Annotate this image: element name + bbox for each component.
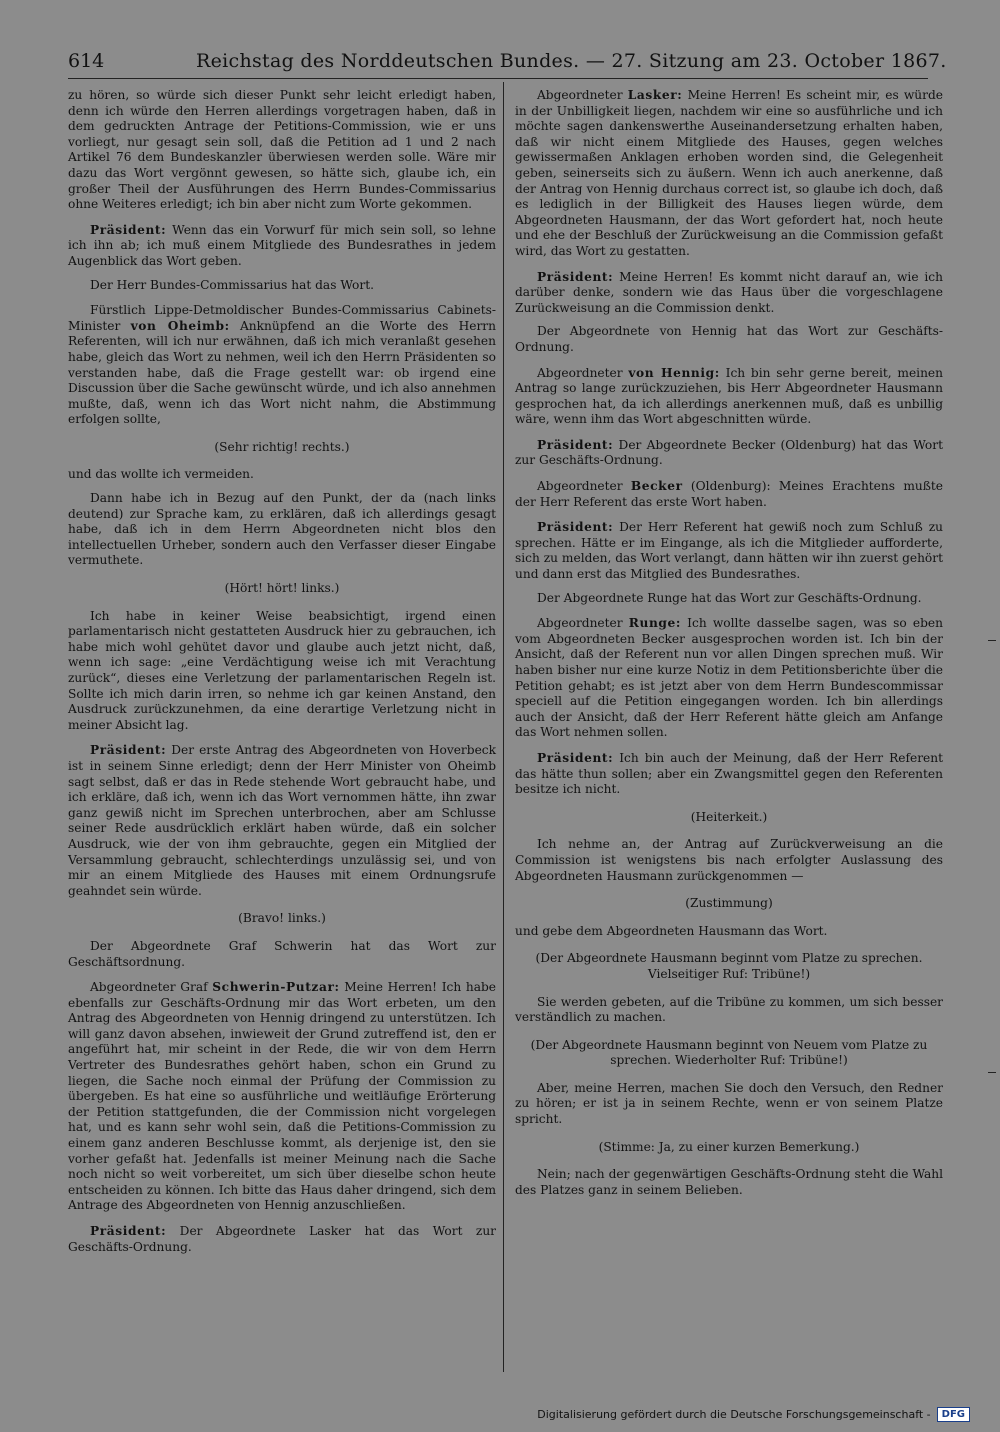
speaker-name: Präsident: [90,1224,167,1238]
paragraph: zu hören, so würde sich dieser Punkt sehr leicht erledigt haben, denn ich würde den Herren allerdings vorgetragen haben, daß in dem gedruckten Antrage der Petitions-Commission, wie er uns vorliegt, nur gesagt sein soll, daß die Petition ad 1 und 2 nach Artikel 76 dem Bundeskanzler überwiesen werden solle. Wäre mir dazu das Wort vergönnt gewesen, so hätte sich, glaube ich, ein großer Theil der Ausführungen des Herrn Bundes-Commissarius ohne Weiteres erledigt; ich bin aber nicht zum Worte gekommen. [68,88,496,212]
paragraph: Präsident: Ich bin auch der Meinung, daß der Herr Referent das hätte thun sollen; aber ein Zwangsmittel gegen den Referenten besitze ich nicht. [515,750,943,797]
paragraph: Abgeordneter Runge: Ich wollte dasselbe sagen, was so eben vom Abgeordneten Becker ausgesprochen worden ist. Ich bin der Ansicht, daß der Referent nun vor allen Dingen sprechen muß. Wir haben bisher nur eine kurze Notiz in dem Petitionsberichte über die Petition gehabt; es ist jetzt aber von dem Herrn Bundescommissar speciell auf die Petition eingegangen worden. Ich bin allerdings auch der Ansicht, daß der Herr Referent hätte gleich am Anfange das Wort nehmen sollen. [515,616,943,740]
page-header [68,44,947,79]
speaker-name: Präsident: [537,437,614,452]
footer-credit [537,1404,970,1424]
column-divider [503,82,504,1372]
paragraph: Der Abgeordnete Graf Schwerin hat das Wort zur Geschäftsordnung. [68,938,496,969]
paragraph: Aber, meine Herren, machen Sie doch den Versuch, den Redner zu hören; er ist ja in seinem Rechte, wenn er von seinem Platze spricht. [515,1080,943,1127]
reaction: (Sehr richtig! rechts.) [214,439,350,454]
paragraph: Fürstlich Lippe-Detmoldischer Bundes-Commissarius Cabinets-Minister von Oheimb: Anknüpfend an die Worte des Herrn Referenten, will ich nur erwähnen, daß ich mich veranlaßt gesehen habe, gleich das Wort zu nehmen, weil ich den Herrn Präsidenten so verstanden habe, daß die Frage gestellt war: ob irgend eine Discussion über die Sache gewünscht würde, und ich also annehmen mußte, daß, wenn ich das Wort nicht nahm, die Abstimmung erfolgen sollte, [68,303,496,427]
speaker-name: Schwerin-Putzar: [212,980,340,995]
speaker-name: Präsident: [90,222,167,237]
paragraph: Der Herr Bundes-Commissarius hat das Wort. [90,277,374,292]
paragraph: und das wollte ich vermeiden. [68,467,254,482]
reaction: (Heiterkeit.) [690,809,768,824]
paragraph: Ich habe in keiner Weise beabsichtigt, irgend einen parlamentarisch nicht gestatteten Ausdruck hier zu gebrauchen, ich habe mich wohl gehütet davor und glaube auch jetzt nicht, daß, wenn ich sage: „eine Verdächtigung weise ich mit Verachtung zurück“, dieses eine Verletzung der parlamentarischen Regeln ist. Sollte ich mich darin irren, so nehme ich gar keinen Anstand, den Ausdruck zurückzunehmen, da eine derartige Verletzung nicht in meiner Absicht lag. [68,608,496,732]
reaction: (Der Abgeordnete Hausmann beginnt von Neuem vom Platze zu sprechen. Wiederholter Ruf: Tribüne!) [530,1037,928,1068]
paragraph: Präsident: Der erste Antrag des Abgeordneten von Hoverbeck ist in seinem Sinne erledigt; denn der Herr Minister von Oheimb sagt selbst, daß er das in Rede stehende Wort gebraucht habe, und ich erkläre, daß ich, wenn ich das Wort vernommen hätte, ihn zwar ganz gewiß nicht im Sprechen unterbrochen, aber am Schlusse seiner Rede ausdrücklich erklärt haben würde, daß ein solcher Ausdruck, wie der von ihm gebrauchte, gegen ein Mitglied der Versammlung gebraucht, schlechterdings unzulässig sei, und von mir an einem Mitgliede des Hauses mit einem Ordnungsrufe geahndet sein würde. [68,743,496,898]
reaction: (Stimme: Ja, zu einer kurzen Bemerkung.) [598,1139,860,1154]
speaker-name: Runge: [628,616,681,631]
reaction: (Zustimmung) [685,896,773,911]
paragraph: Präsident: Der Abgeordnete Becker (Oldenburg) hat das Wort zur Geschäfts-Ordnung. [515,437,943,468]
paragraph: Abgeordneter Becker (Oldenburg): Meines Erachtens mußte der Herr Referent das erste Wort haben. [515,479,943,509]
paragraph: Abgeordneter Graf Schwerin-Putzar: Meine Herren! Ich habe ebenfalls zur Geschäfts-Ordnung mir das Wort erbeten, um den Antrag des Abgeordneten von Hennig dringend zu unterstützen. Ich will ganz davon absehen, inwieweit der Grund zutreffend ist, den er angeführt hat, mir scheint in der Rede, die wir von dem Herrn Vertreter des Bundesrathes gehört haben, schon ein Grund zu liegen, die Sache noch einmal der Prüfung der Commission zu übergeben. Es hat eine so ausführliche und weitläufige Erörterung der Petition stattgefunden, die der Commission nicht vorgelegen hat, und es kann sehr wohl sein, daß die Petitions-Commission zu einem ganz anderen Beschlusse kommt, als derjenige ist, den sie vorher gefaßt hat. Jedenfalls ist meiner Meinung nach die Sache noch nicht so weit vorbereitet, um sich über dieselbe schon heute entscheiden zu können. Ich bitte das Haus daher dringend, sich dem Antrage des Abgeordneten von Hennig anzuschließen. [68,980,497,1213]
edge-mark [988,1072,996,1073]
right-column [515,88,943,1206]
paragraph: Ich nehme an, der Antrag auf Zurückverweisung an die Commission ist wenigstens bis nach erfolgter Auslassung des Abgeordneten Hausmann zurückgenommen — [515,837,943,883]
paragraph: Abgeordneter Lasker: Meine Herren! Es scheint mir, es würde in der Unbilligkeit liegen, nachdem wir eine so ausführliche und ich möchte sagen dankenswerthe Auseinandersetzung erhalten haben, daß wir nicht einem Mitgliede des Hauses, gegen welches gewissermaßen Anklagen erhoben worden sind, die Gelegenheit geben, seinerseits sich zu äußern. Wenn ich auch anerkenne, daß der Antrag von Hennig durchaus correct ist, so glaube ich doch, daß es lediglich in der Billigkeit des Hauses liegen würde, dem Abgeordneten Hausmann, der das Wort gefordert hat, noch heute und ehe der Beschluß der Zurückweisung an die Commission gefaßt wird, das Wort zu gestatten. [515,88,943,258]
speaker-name: von Hennig: [628,365,720,380]
speaker-name: Präsident: [537,520,614,535]
speaker-name: von Oheimb: [130,318,230,333]
speaker-name: Lasker: [627,88,683,102]
speaker-name: Präsident: [90,743,167,758]
reaction: (Der Abgeordnete Hausmann beginnt vom Platze zu sprechen. Vielseitiger Ruf: Tribüne!) [535,951,923,981]
paragraph: Präsident: Der Herr Referent hat gewiß noch zum Schluß zu sprechen. Hätte er im Eingange, als ich die Mitglieder aufforderte, sich zu melden, das Wort verlangt, dann hätten wir ihn zuerst gehört und dann erst das Mitglied des Bundesrathes. [515,520,943,582]
paragraph: Präsident: Der Abgeordnete Lasker hat das Wort zur Geschäfts-Ordnung. [68,1224,496,1254]
running-head: Reichstag des Norddeutschen Bundes. — 27. Sitzung am 23. October 1867. [196,50,947,72]
paragraph: Präsident: Wenn das ein Vorwurf für mich sein soll, so lehne ich ihn ab; ich muß einem Mitgliede des Bundesrathes in jedem Augenblick das Wort geben. [68,222,496,268]
page-number: 614 [68,50,105,72]
dfg-logo: DFG [937,1407,970,1422]
edge-mark [988,640,996,641]
paragraph: und gebe dem Abgeordneten Hausmann das Wort. [515,923,828,938]
paragraph: Nein; nach der gegenwärtigen Geschäfts-Ordnung steht die Wahl des Platzes ganz in seinem Belieben. [515,1167,943,1197]
footer-text: Digitalisierung gefördert durch die Deutsche Forschungsgemeinschaft - [537,1407,931,1421]
paragraph: Der Abgeordnete von Hennig hat das Wort zur Geschäfts-Ordnung. [515,324,943,354]
speaker-name: Präsident: [537,750,614,765]
paragraph: Abgeordneter von Hennig: Ich bin sehr gerne bereit, meinen Antrag so lange zurückzuziehen, bis Herr Abgeordneter Hausmann gesprochen hat, da ich allerdings anerkennen muß, daß es unbillig wäre, wenn ihm das Wort abgeschnitten würde. [515,365,943,427]
reaction: (Hört! hört! links.) [224,581,340,596]
speaker-name: Becker [630,479,683,494]
reaction: (Bravo! links.) [238,911,326,926]
left-column [68,88,496,1263]
paragraph: Der Abgeordnete Runge hat das Wort zur Geschäfts-Ordnung. [537,590,922,605]
paragraph: Präsident: Meine Herren! Es kommt nicht darauf an, wie ich darüber denke, sondern wie das Haus über die vorgeschlagene Zurückweisung an die Commission denkt. [515,269,943,315]
paragraph: Dann habe ich in Bezug auf den Punkt, der da (nach links deutend) zur Sprache kam, zu erklären, daß ich allerdings gesagt habe, daß ich in dem Herrn Abgeordneten nicht blos den intellectuellen Urheber, sondern auch den Verfasser dieser Eingabe vermuthete. [68,491,496,568]
paragraph: Sie werden gebeten, auf die Tribüne zu kommen, um sich besser verständlich zu machen. [515,994,943,1025]
speaker-name: Präsident: [537,269,614,284]
